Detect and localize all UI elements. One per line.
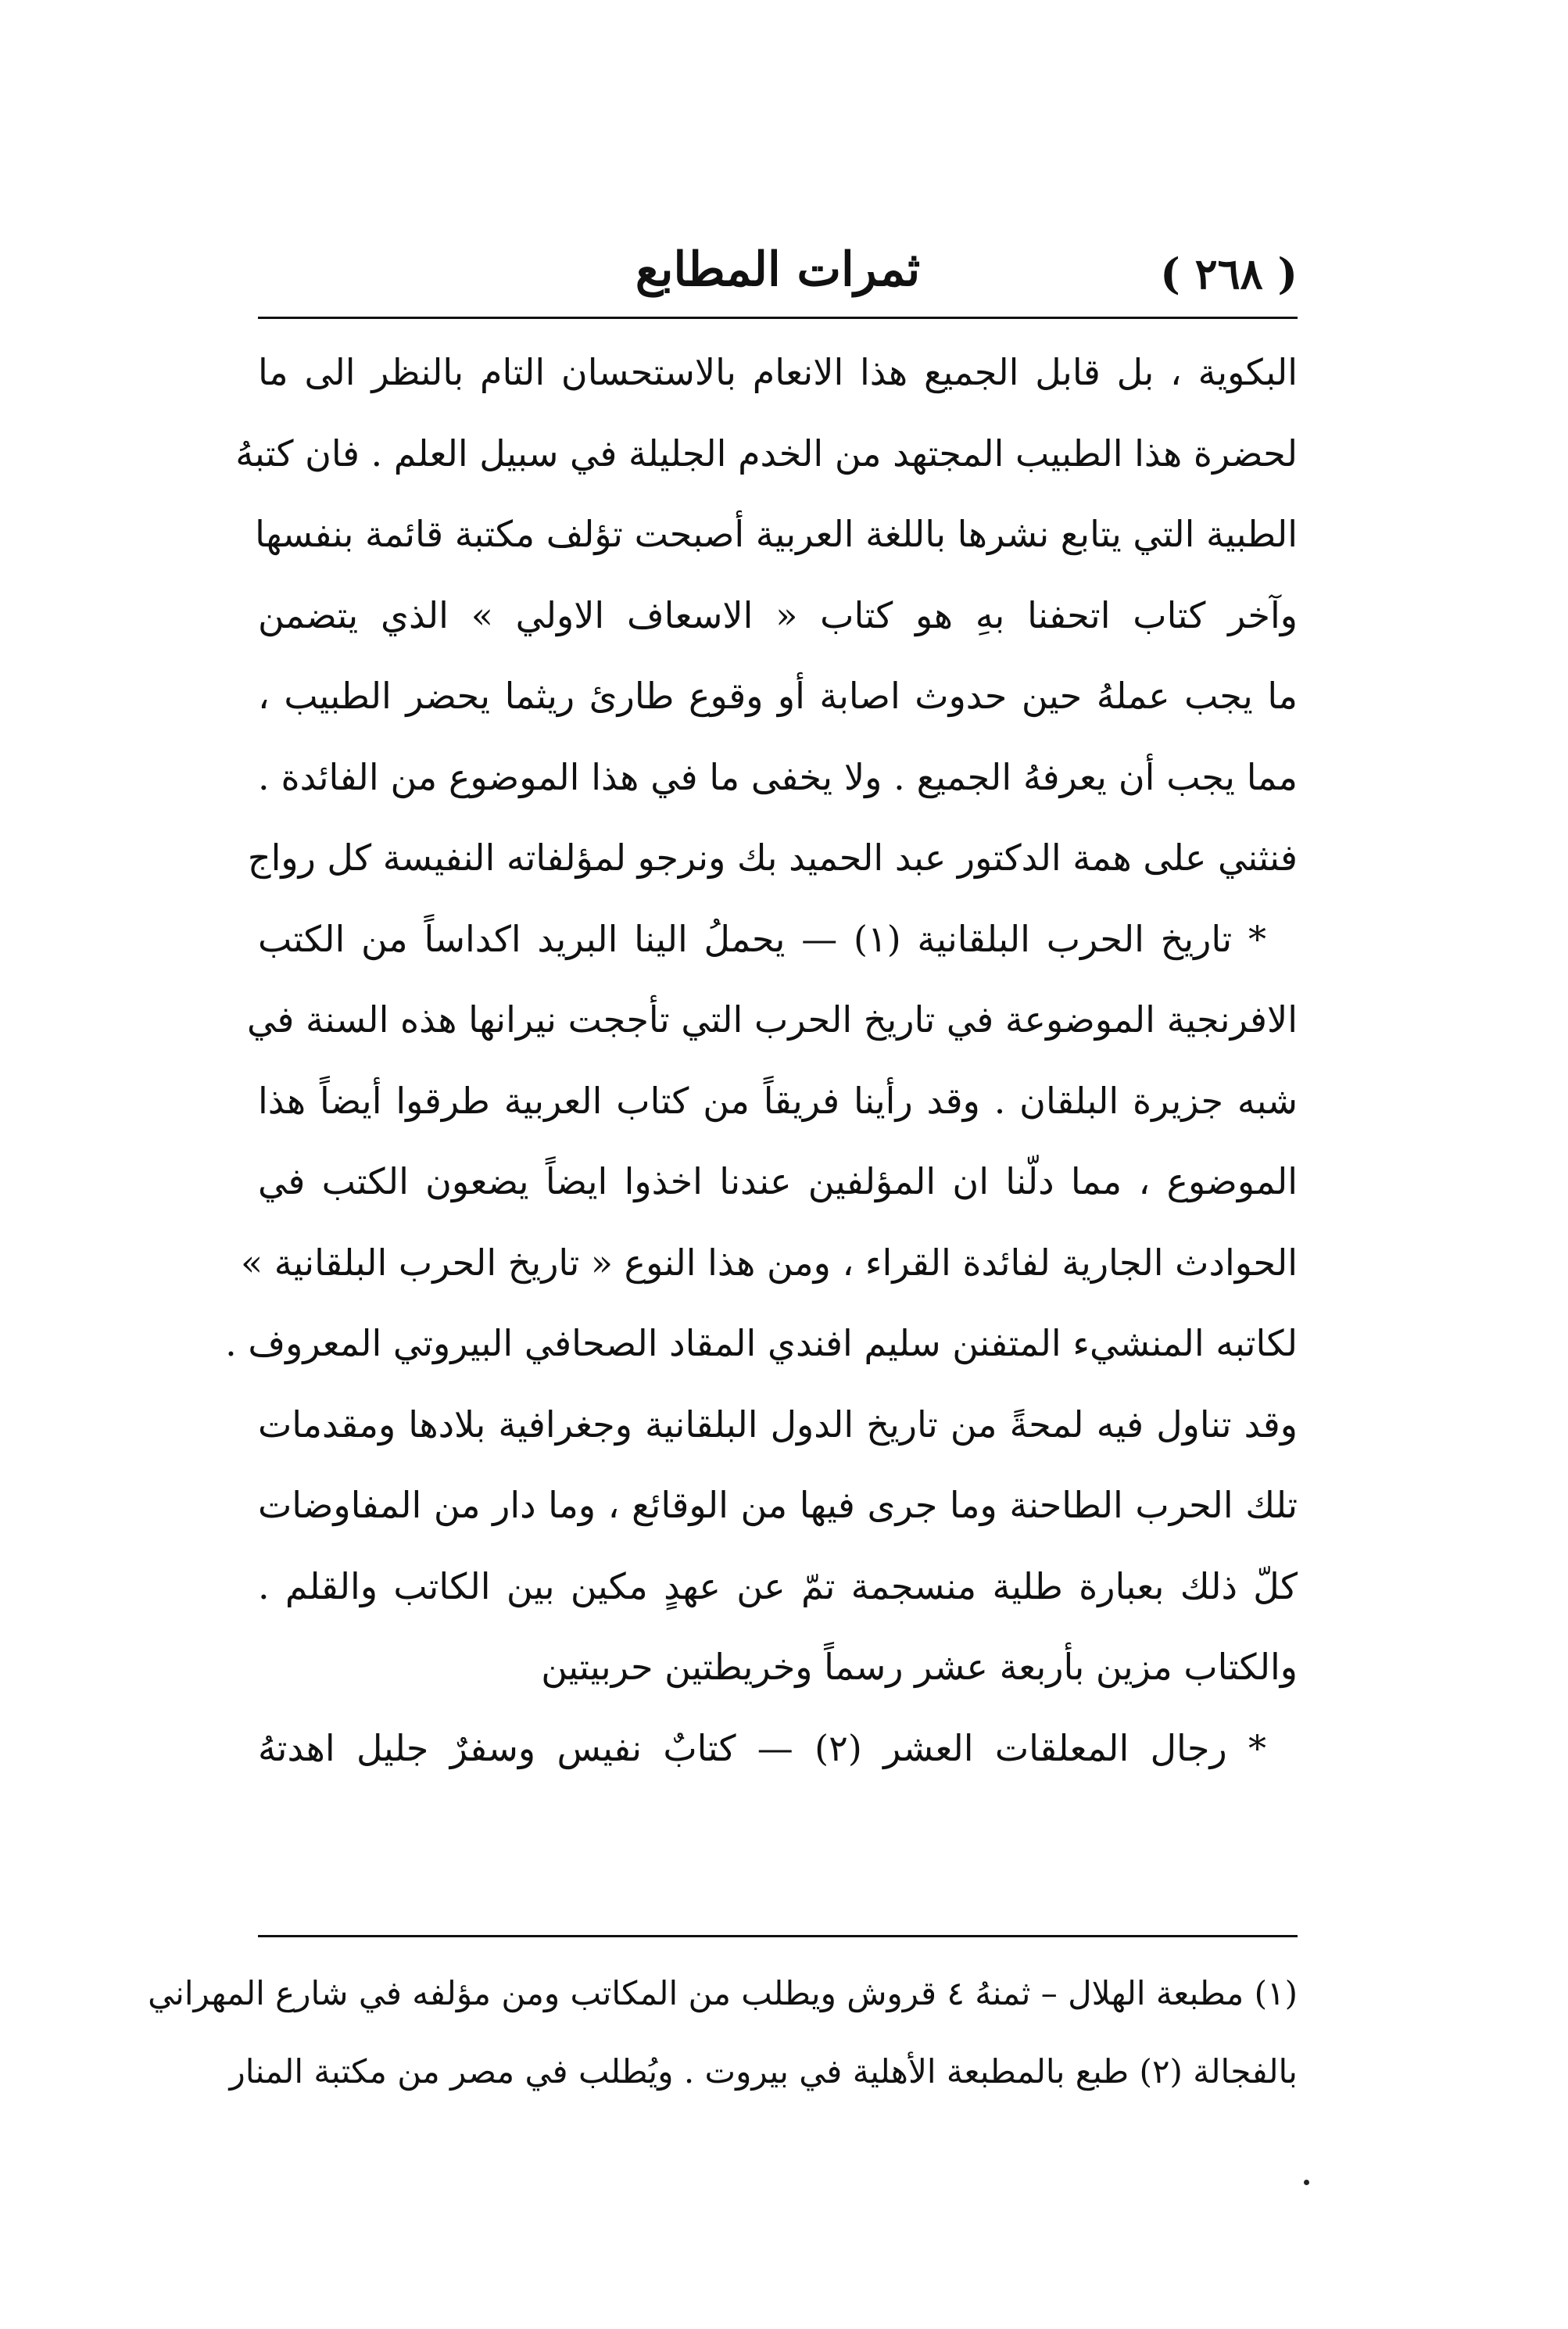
text-line: تلك الحرب الطاحنة وما جرى فيها من الوقائع ، وما دار من المفاوضات: [258, 1484, 1298, 1526]
text-line: الافرنجية الموضوعة في تاريخ الحرب التي تأججت نيرانها هذه السنة في: [247, 998, 1298, 1041]
footnote-rule: [258, 1935, 1298, 1937]
text-line: * رجال المعلقات العشر (٢) — كتابٌ نفيس وسفرٌ جليل اهدتهُ: [258, 1726, 1266, 1769]
text-line: فنثني على همة الدكتور عبد الحميد بك ونرجو لمؤلفاته النفيسة كل رواج: [247, 837, 1298, 879]
text-line: لحضرة هذا الطبيب المجتهد من الخدم الجليلة في سبيل العلم . فان كتبهُ: [235, 432, 1298, 475]
page-header: [258, 235, 1298, 321]
text-line: وقد تناول فيه لمحةً من تاريخ الدول البلقانية وجغرافية بلادها ومقدمات: [258, 1403, 1298, 1446]
text-line: * تاريخ الحرب البلقانية (١) — يحملُ الينا البريد اكداساً من الكتب: [258, 917, 1266, 960]
footnote-line: (١) مطبعة الهلال – ثمنهُ ٤ قروش ويطلب من المكاتب ومن مؤلفه في شارع المهراني: [148, 1974, 1298, 2012]
text-line: ما يجب عملهُ حين حدوث اصابة أو وقوع طارئ ريثما يحضر الطبيب ،: [258, 675, 1298, 717]
header-rule: [258, 317, 1298, 319]
footnotes: [148, 1955, 1298, 2111]
body-text: [225, 332, 1298, 1789]
text-line: والكتاب مزين بأربعة عشر رسماً وخريطتين حربيتين: [541, 1646, 1298, 1688]
scan-speck: [1304, 2180, 1309, 2185]
text-line: لكاتبه المنشيء المتفنن سليم افندي المقاد الصحافي البيروتي المعروف .: [225, 1322, 1298, 1364]
text-line: كلّ ذلك بعبارة طلية منسجمة تمّ عن عهدٍ مكين بين الكاتب والقلم .: [258, 1564, 1298, 1607]
text-line: الموضوع ، مما دلّنا ان المؤلفين عندنا اخذوا ايضاً يضعون الكتب في: [258, 1160, 1298, 1202]
running-title: ثمرات المطابع: [635, 242, 921, 297]
page-number: ( ٢٦٨ ): [1160, 249, 1298, 299]
text-line: مما يجب أن يعرفهُ الجميع . ولا يخفى ما في هذا الموضوع من الفائدة .: [258, 755, 1298, 798]
text-line: وآخر كتاب اتحفنا بهِ هو كتاب « الاسعاف الاولي » الذي يتضمن: [258, 593, 1298, 636]
text-line: الحوادث الجارية لفائدة القراء ، ومن هذا النوع « تاريخ الحرب البلقانية »: [241, 1241, 1298, 1284]
footnote-line: بالفجالة (٢) طبع بالمطبعة الأهلية في بيروت . ويُطلب في مصر من مكتبة المنار: [229, 2052, 1298, 2091]
text-line: البكوية ، بل قابل الجميع هذا الانعام بالاستحسان التام بالنظر الى ما: [258, 351, 1298, 393]
text-line: الطبية التي يتابع نشرها باللغة العربية أصبحت تؤلف مكتبة قائمة بنفسها: [255, 513, 1298, 555]
text-line: شبه جزيرة البلقان . وقد رأينا فريقاً من كتاب العربية طرقوا أيضاً هذا: [258, 1079, 1298, 1122]
